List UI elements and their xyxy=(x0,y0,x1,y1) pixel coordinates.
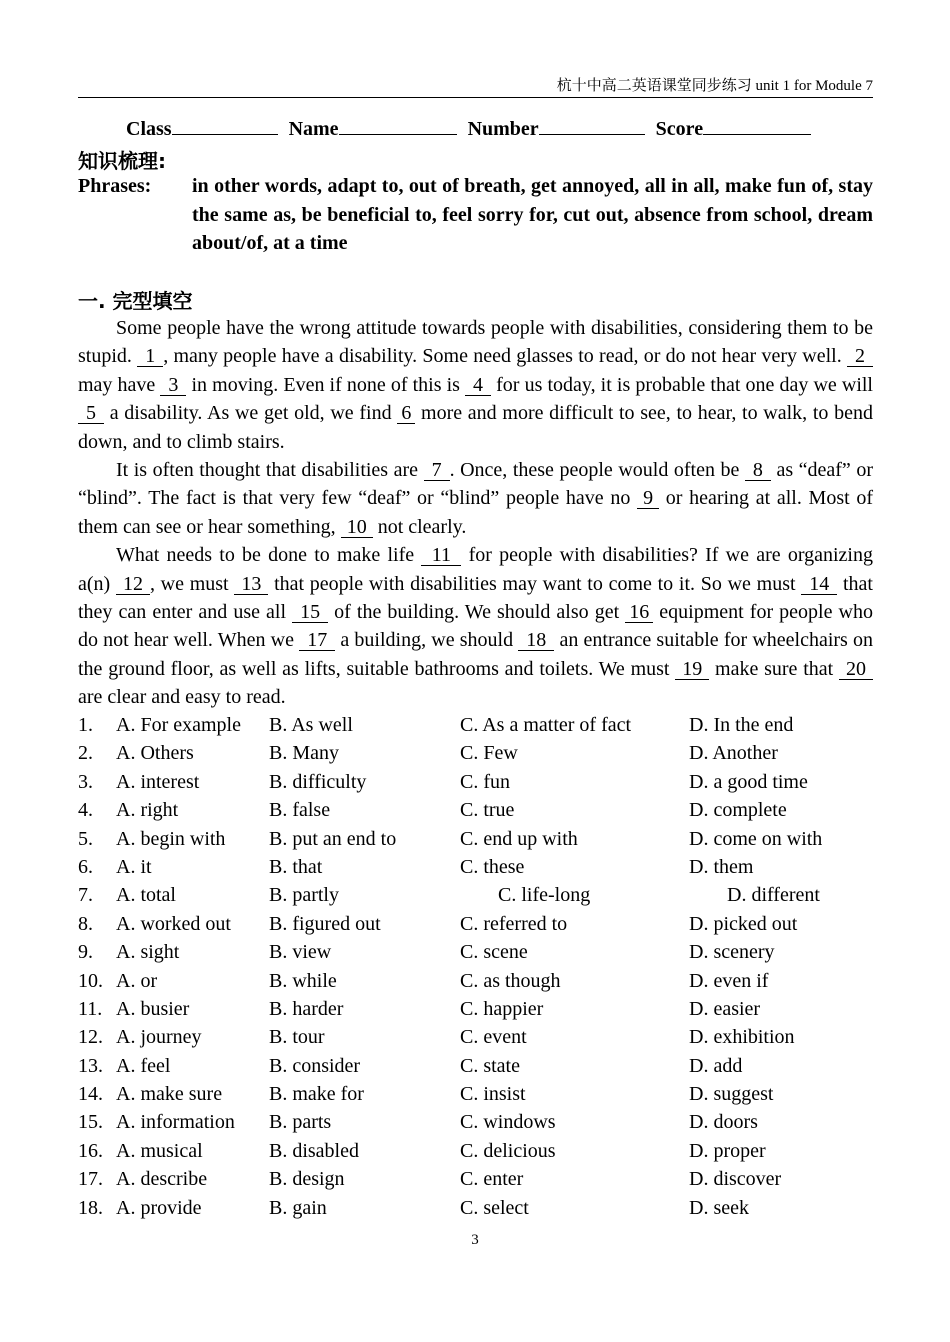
passage-text: an entrance suitable for wheelchairs on the ground floor, as well as lifts, suitable bathrooms and toilets. We must xyxy=(78,629,873,680)
question-row-8 xyxy=(78,910,873,938)
option-b[interactable]: B. while xyxy=(269,969,337,992)
option-a[interactable]: A. interest xyxy=(116,770,200,793)
option-d[interactable]: D. doors xyxy=(689,1111,758,1134)
option-b[interactable]: B. view xyxy=(269,941,332,964)
option-c[interactable]: C. fun xyxy=(460,770,510,793)
question-row-6 xyxy=(78,853,873,881)
question-number: 11. xyxy=(78,997,103,1020)
option-c[interactable]: C. event xyxy=(460,1026,527,1049)
option-c[interactable]: C. happier xyxy=(460,997,544,1020)
option-a[interactable]: A. describe xyxy=(116,1168,208,1191)
passage-text: or hearing at all. Most of them can see or hear something, xyxy=(78,487,873,538)
option-b[interactable]: B. figured out xyxy=(269,912,381,935)
option-c[interactable]: C. scene xyxy=(460,941,528,964)
phrases-block xyxy=(78,172,873,258)
option-b[interactable]: B. false xyxy=(269,799,331,822)
option-a[interactable]: A. sight xyxy=(116,941,180,964)
option-d[interactable]: D. even if xyxy=(689,969,769,992)
question-row-16 xyxy=(78,1137,873,1165)
option-a[interactable]: A. Others xyxy=(116,742,194,765)
passage-text: not clearly. xyxy=(372,515,467,538)
passage-text: as “deaf” or “blind”. The fact is that very few “deaf” or “blind” people have no xyxy=(78,459,873,510)
option-b[interactable]: B. Many xyxy=(269,742,339,765)
blank-19[interactable]: 19 xyxy=(675,659,709,680)
student-info-row xyxy=(126,116,817,141)
question-number: 10. xyxy=(78,969,103,992)
question-number: 12. xyxy=(78,1026,103,1049)
question-row-17 xyxy=(78,1165,873,1193)
question-row-14 xyxy=(78,1080,873,1108)
option-a[interactable]: A. information xyxy=(116,1111,235,1134)
option-d[interactable]: D. add xyxy=(689,1054,743,1077)
question-row-10 xyxy=(78,967,873,995)
question-row-3 xyxy=(78,768,873,796)
question-number: 14. xyxy=(78,1083,103,1106)
option-c[interactable]: C. end up with xyxy=(460,827,578,850)
score-label: Score xyxy=(655,118,704,140)
option-d[interactable]: D. complete xyxy=(689,799,787,822)
option-a[interactable]: A. right xyxy=(116,799,179,822)
blank-10[interactable]: 10 xyxy=(341,517,373,538)
option-d[interactable]: D. come on with xyxy=(689,827,823,850)
passage-text: for us today, it is probable that one day we will xyxy=(491,373,873,396)
question-number: 3. xyxy=(78,770,93,793)
passage-text: in moving. Even if none of this is xyxy=(186,373,466,396)
passage-text: equipment for people who do not hear well. When we xyxy=(78,601,873,652)
phrases-label: Phrases: xyxy=(78,175,152,197)
passage-text: make sure that xyxy=(709,657,839,680)
option-b[interactable]: B. harder xyxy=(269,997,344,1020)
question-number: 8. xyxy=(78,912,93,935)
blank-9[interactable]: 9 xyxy=(637,488,659,509)
knowledge-title: 知识梳理: xyxy=(78,149,166,173)
option-b[interactable]: B. disabled xyxy=(269,1139,359,1162)
blank-18[interactable]: 18 xyxy=(518,630,554,651)
question-number: 13. xyxy=(78,1054,103,1077)
passage-text: may have xyxy=(78,373,161,396)
option-d[interactable]: D. easier xyxy=(689,997,761,1020)
question-row-18 xyxy=(78,1194,873,1222)
passage-text: a disability. As we get old, we find xyxy=(104,402,398,425)
option-b[interactable]: B. As well xyxy=(269,714,353,736)
phrases-text: in other words, adapt to, out of breath, get annoyed, all in all, make fun of, stay the same as, be beneficial to, feel sorry for, cut out, absence from school, dream about/of, at a time xyxy=(192,175,873,254)
passage-text: . Once, these people would often be xyxy=(449,459,745,482)
blank-4[interactable]: 4 xyxy=(465,375,491,396)
option-a[interactable]: A. For example xyxy=(116,714,241,736)
option-d[interactable]: D. Another xyxy=(689,742,778,765)
option-b[interactable]: B. make for xyxy=(269,1083,364,1106)
blank-13[interactable]: 13 xyxy=(234,574,268,595)
question-number: 7. xyxy=(78,884,93,907)
blank-11[interactable]: 11 xyxy=(421,545,461,566)
option-a[interactable]: A. total xyxy=(116,884,176,907)
blank-5[interactable]: 5 xyxy=(78,403,104,424)
question-row-13 xyxy=(78,1052,873,1080)
name-blank[interactable] xyxy=(339,116,457,135)
answer-options xyxy=(78,711,873,1222)
number-blank[interactable] xyxy=(539,116,645,135)
passage-text: a building, we should xyxy=(335,629,519,652)
option-d[interactable]: D. scenery xyxy=(689,941,775,964)
option-d[interactable]: D. a good time xyxy=(689,770,808,793)
score-blank[interactable] xyxy=(703,116,811,135)
option-c[interactable]: C. delicious xyxy=(460,1139,556,1162)
question-number: 5. xyxy=(78,827,93,850)
option-a[interactable]: A. busier xyxy=(116,997,190,1020)
option-d[interactable]: D. proper xyxy=(689,1139,766,1162)
option-d[interactable]: D. picked out xyxy=(689,912,798,935)
option-d[interactable]: D. suggest xyxy=(689,1083,774,1106)
option-c[interactable]: C. true xyxy=(460,799,515,822)
option-c[interactable]: C. insist xyxy=(460,1083,526,1106)
section-title: 一. 完型填空 xyxy=(78,289,193,313)
option-c[interactable]: C. as though xyxy=(460,969,561,992)
blank-8[interactable]: 8 xyxy=(745,460,771,481)
question-row-15 xyxy=(78,1108,873,1136)
option-c[interactable]: C. state xyxy=(460,1054,520,1077)
class-blank[interactable] xyxy=(172,116,278,135)
passage-text: more and more difficult to see, to hear, to walk, to bend down, and to climb stairs. xyxy=(78,402,873,453)
cloze-passage xyxy=(78,314,873,712)
page-number: 3 xyxy=(471,1232,479,1248)
blank-3[interactable]: 3 xyxy=(160,375,186,396)
question-number: 17. xyxy=(78,1168,103,1191)
blank-2[interactable]: 2 xyxy=(847,346,873,367)
option-d[interactable]: D. seek xyxy=(689,1196,749,1219)
option-a[interactable]: A. journey xyxy=(116,1026,202,1049)
option-b[interactable]: B. gain xyxy=(269,1196,327,1219)
paragraph-3 xyxy=(78,541,873,711)
option-b[interactable]: B. design xyxy=(269,1168,345,1191)
blank-14[interactable]: 14 xyxy=(801,574,837,595)
option-c[interactable]: C. As a matter of fact xyxy=(460,714,632,736)
blank-17[interactable]: 17 xyxy=(299,630,335,651)
blank-12[interactable]: 12 xyxy=(116,574,150,595)
blank-1[interactable]: 1 xyxy=(137,346,163,367)
passage-text: are clear and easy to read. xyxy=(78,686,286,709)
option-c[interactable]: C. these xyxy=(460,855,525,878)
question-number: 4. xyxy=(78,799,93,822)
option-d[interactable]: D. exhibition xyxy=(689,1026,795,1049)
name-label: Name xyxy=(288,118,339,140)
passage-text: What needs to be done to make life xyxy=(116,544,422,567)
option-a[interactable]: A. worked out xyxy=(116,912,231,935)
option-b[interactable]: B. consider xyxy=(269,1054,361,1077)
passage-text: of the building. We should also get xyxy=(328,601,626,624)
option-d[interactable]: D. them xyxy=(689,855,754,878)
option-d[interactable]: D. discover xyxy=(689,1168,782,1191)
question-number: 18. xyxy=(78,1196,103,1219)
number-label: Number xyxy=(467,118,539,140)
option-c[interactable]: C. life-long xyxy=(498,884,591,907)
question-row-4 xyxy=(78,796,873,824)
option-a[interactable]: A. it xyxy=(116,855,152,878)
blank-16[interactable]: 16 xyxy=(625,602,653,623)
blank-7[interactable]: 7 xyxy=(424,460,450,481)
option-c[interactable]: C. Few xyxy=(460,742,518,765)
passage-text: , many people have a disability. Some need glasses to read, or do not hear very well. xyxy=(163,345,848,368)
blank-15[interactable]: 15 xyxy=(292,602,328,623)
option-b[interactable]: B. tour xyxy=(269,1026,325,1049)
question-row-1 xyxy=(78,711,873,739)
question-row-12 xyxy=(78,1023,873,1051)
passage-text: for people with disabilities? If we are organizing a(n) xyxy=(78,544,873,595)
option-a[interactable]: A. feel xyxy=(116,1054,171,1077)
option-c[interactable]: C. windows xyxy=(460,1111,556,1134)
question-number: 1. xyxy=(78,714,93,736)
header-text: 杭十中高二英语课堂同步练习 unit 1 for Module 7 xyxy=(556,78,873,94)
option-c[interactable]: C. referred to xyxy=(460,912,568,935)
question-row-7 xyxy=(78,881,873,909)
passage-text: It is often thought that disabilities are xyxy=(116,459,424,482)
question-number: 6. xyxy=(78,855,93,878)
option-b[interactable]: B. difficulty xyxy=(269,770,367,793)
option-b[interactable]: B. parts xyxy=(269,1111,332,1134)
option-a[interactable]: A. provide xyxy=(116,1196,202,1219)
passage-text: Some people have the wrong attitude towards people with disabilities, considering them to be stupid. xyxy=(78,317,873,368)
passage-text: that people with disabilities may want to come to it. So we must xyxy=(268,572,802,595)
paragraph-2 xyxy=(78,456,873,541)
page-header xyxy=(78,76,873,98)
passage-text: that they can enter and use all xyxy=(78,572,873,624)
paragraph-1 xyxy=(78,314,873,456)
option-d[interactable]: D. different xyxy=(727,884,820,907)
option-a[interactable]: A. musical xyxy=(116,1139,203,1162)
question-number: 9. xyxy=(78,941,93,964)
question-row-9 xyxy=(78,938,873,966)
blank-6[interactable]: 6 xyxy=(397,403,415,424)
option-c[interactable]: C. select xyxy=(460,1196,529,1219)
question-row-11 xyxy=(78,995,873,1023)
option-a[interactable]: A. make sure xyxy=(116,1083,223,1106)
question-number: 15. xyxy=(78,1111,103,1134)
blank-20[interactable]: 20 xyxy=(839,659,873,680)
option-d[interactable]: D. In the end xyxy=(689,714,794,736)
option-b[interactable]: B. partly xyxy=(269,884,339,907)
passage-text: , we must xyxy=(149,572,235,595)
question-row-5 xyxy=(78,825,873,853)
option-b[interactable]: B. that xyxy=(269,855,323,878)
question-row-2 xyxy=(78,739,873,767)
option-c[interactable]: C. enter xyxy=(460,1168,524,1191)
option-a[interactable]: A. or xyxy=(116,969,158,992)
class-label: Class xyxy=(126,118,172,140)
question-number: 16. xyxy=(78,1139,103,1162)
question-number: 2. xyxy=(78,742,93,765)
option-b[interactable]: B. put an end to xyxy=(269,827,397,850)
option-a[interactable]: A. begin with xyxy=(116,827,226,850)
